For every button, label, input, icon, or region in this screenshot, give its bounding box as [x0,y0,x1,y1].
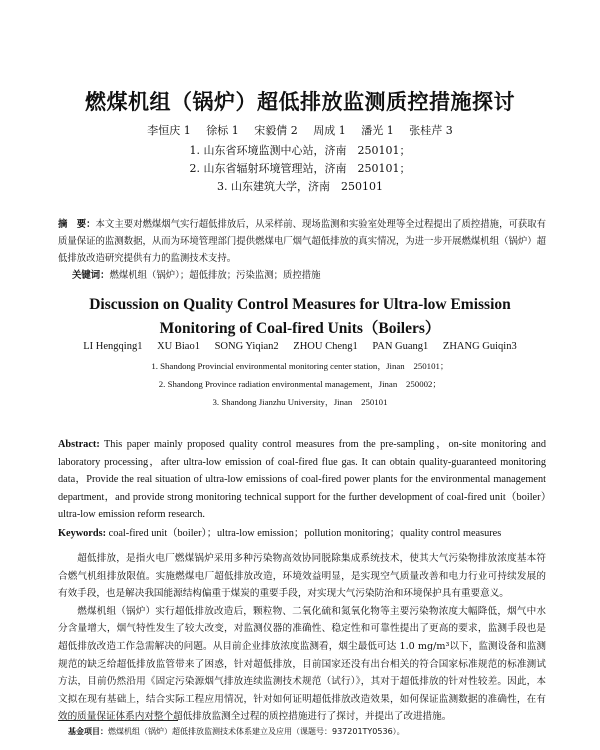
chinese-affiliation-3: 3. 山东建筑大学，济南 250101 [217,180,383,193]
en-author-3: SONG Yiqian2 [214,341,279,352]
chinese-title: 燃煤机组（锅炉）超低排放监测质控措施探讨 [85,89,515,114]
en-author-6: ZHANG Guiqin3 [442,341,517,352]
english-keywords [58,524,546,539]
author-2: 徐标 1 [206,124,239,137]
footnote [68,726,405,737]
footnote-text: 燃煤机组（锅炉）超低排放监测技术体系建立及应用（课题号：937201TY0536）。 [108,727,405,736]
english-title-line-2: Monitoring of Coal-fired Units（Boilers） [159,320,441,337]
author-3: 宋毅倩 2 [254,124,298,137]
footnote-divider [58,720,178,721]
footnote-label: 基金项目： [68,727,108,736]
english-affiliation-2: 2. Shandong Province radiation environmental management，Jinan 250002； [158,379,442,389]
english-abstract-label: Abstract: [58,439,100,450]
english-abstract [58,436,546,524]
author-4: 周成 1 [313,124,346,137]
english-abstract-text: This paper mainly proposed quality control measures from the pre-sampling，on-site monitoring and laboratory processing，after ultra-low emission of coal-fired flue gas. It can obtain quality-guaranteed monitoring data，Provide the real situation of ultra-low emissions of coal-fired power plants for the environmental management department，and provide strong monitoring technical support for the further development of coal-fired unit（boiler）ultra-low emission reform research. [58,439,546,520]
author-5: 潘光 1 [361,124,394,137]
english-keywords-text: coal-fired unit（boiler）；ultra-low emission；pollution monitoring；quality control measures [108,528,502,539]
chinese-affiliation-2: 2. 山东省辐射环境管理站，济南 250101； [189,162,411,175]
chinese-affiliation-1: 1. 山东省环境监测中心站，济南 250101； [189,144,411,157]
body-paragraph-1: 超低排放，是指火电厂燃煤锅炉采用多种污染物高效协同脱除集成系统技术，使其大气污染物排放浓度基本符合燃气机组排放限值。实施燃煤电厂超低排放改造，环境效益明显，是实现空气质量改善和电力行业可持续发展的有效手段，也是解决我国能源结构偏重于煤炭的重要手段，对实现大气污染防治和环境保护具有重要意义。 [58,553,546,600]
chinese-abstract-text: 本文主要对燃煤烟气实行超低排放后，从采样前、现场监测和实验室处理等全过程提出了质控措施，可获取有质量保证的监测数据，从而为环境管理部门提供燃煤电厂烟气超低排放的真实情况，为进一步开展燃煤机组（锅炉）超低排放改造研究提供有力的监测技术支持。 [58,219,546,264]
english-authors [40,341,560,352]
author-6: 张桂芹 3 [409,124,453,137]
en-author-4: ZHOU Cheng1 [293,341,358,352]
english-keywords-label: Keywords: [58,528,107,539]
chinese-abstract-label: 摘 要： [58,219,96,230]
chinese-keywords-text: 燃煤机组（锅炉）；超低排放；污染监测；质控措施 [109,270,321,281]
chinese-keywords [72,267,542,281]
en-author-1: LI Hengqing1 [83,341,143,352]
en-author-5: PAN Guang1 [372,341,429,352]
body-text [58,550,546,726]
chinese-abstract [58,216,546,267]
english-affiliation-1: 1. Shandong Provincial environmental monitoring center station，Jinan 250101； [151,361,449,371]
chinese-keywords-label: 关键词： [72,270,110,281]
chinese-authors [40,122,560,138]
author-1: 李恒庆 1 [147,124,191,137]
body-paragraph-2: 燃煤机组（锅炉）实行超低排放改造后，颗粒物、二氧化硫和氮氧化物等主要污染物浓度大幅降低，烟气中水分含量增大，烟气特性发生了较大改变，对监测仪器的准确性、稳定性和可靠性提出了更高的要求，监测手段也是超低排放改造工作急需解决的问题。从目前企业排放浓度监测看，烟尘最低可达 1.0 mg/m³以下，监测设备和监测规范的缺乏给超低排放监管带来了困惑，针对超低排放，目前国家还没有出台相关的符合国家标准规范的标准测试方法，目前仍然沿用《固定污染源烟气排放连续监测技术规范（试行）》，其对于超低排放的针对性较差。因此，本文拟在现有基础上，结合实际工程应用情况，针对如何证明超低排放改造效果，如何保证监测数据的准确性，在有效的质量保证体系内对整个超低排放监测全过程的质控措施进行了探讨，并提出了改进措施。 [58,605,546,723]
english-title-line-1: Discussion on Quality Control Measures for Ultra-low Emission [89,296,511,313]
en-author-2: XU Biao1 [157,341,200,352]
english-affiliation-3: 3. Shandong Jianzhu University，Jinan 250101 [212,397,388,407]
